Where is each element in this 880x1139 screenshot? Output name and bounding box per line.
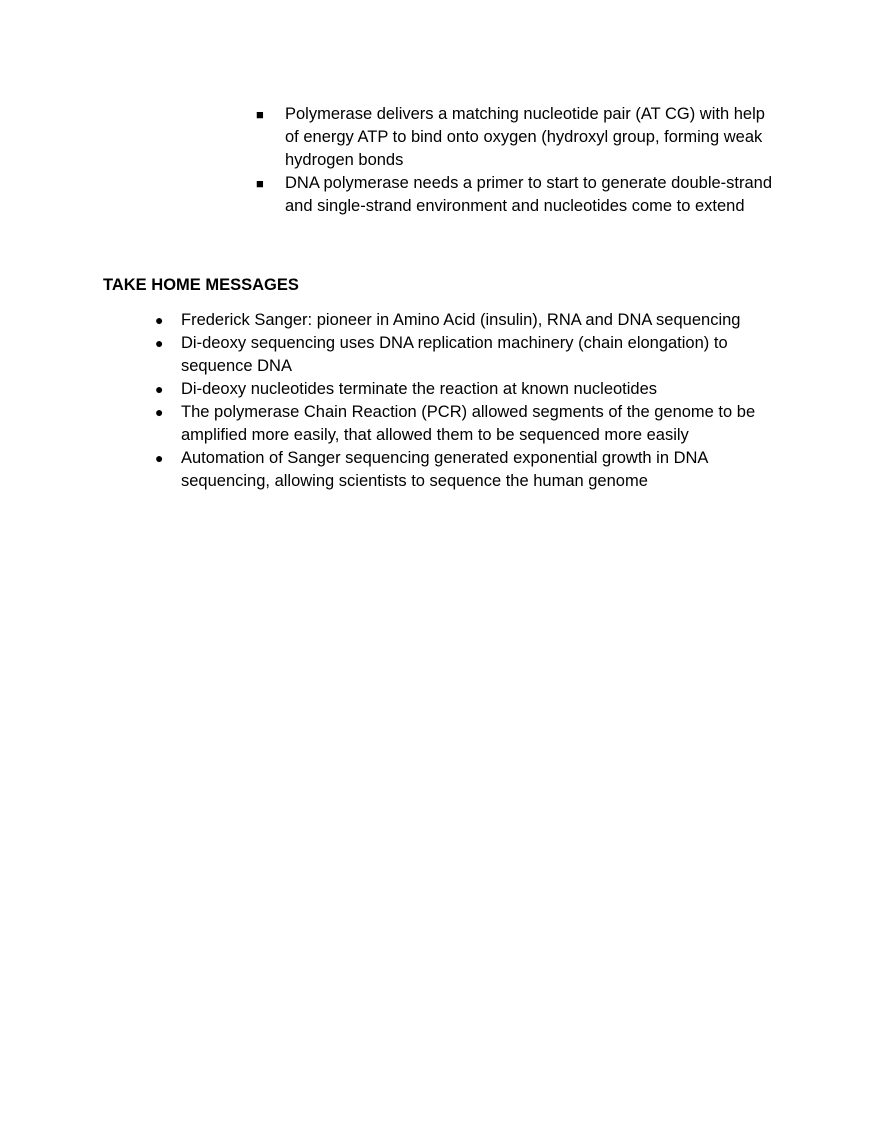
list-item bbox=[256, 172, 776, 218]
take-home-list bbox=[155, 309, 780, 493]
list-item bbox=[155, 332, 780, 378]
round-bullet-icon: ● bbox=[155, 404, 164, 420]
list-item bbox=[256, 103, 776, 172]
list-item bbox=[155, 401, 780, 447]
round-bullet-icon: ● bbox=[155, 312, 164, 328]
list-item-text: Polymerase delivers a matching nucleotide pair (AT CG) with help of energy ATP to bind onto oxygen (hydroxyl group, forming weak hydrogen bonds bbox=[285, 105, 765, 169]
list-item-text: The polymerase Chain Reaction (PCR) allowed segments of the genome to be amplified more easily, that allowed them to be sequenced more easily bbox=[181, 403, 756, 444]
square-bullet-icon: ■ bbox=[256, 107, 264, 122]
nested-bullet-list bbox=[256, 103, 776, 218]
list-item-text: Di-deoxy sequencing uses DNA replication machinery (chain elongation) to sequence DNA bbox=[181, 334, 728, 375]
list-item-text: Di-deoxy nucleotides terminate the reaction at known nucleotides bbox=[181, 380, 658, 398]
round-bullet-icon: ● bbox=[155, 450, 164, 466]
list-item-text: Frederick Sanger: pioneer in Amino Acid (insulin), RNA and DNA sequencing bbox=[181, 311, 741, 329]
section-heading: TAKE HOME MESSAGES bbox=[103, 276, 299, 294]
list-item bbox=[155, 378, 780, 401]
list-item bbox=[155, 447, 780, 493]
square-bullet-icon: ■ bbox=[256, 176, 264, 191]
round-bullet-icon: ● bbox=[155, 381, 164, 397]
list-item-text: Automation of Sanger sequencing generated exponential growth in DNA sequencing, allowing scientists to sequence the human genome bbox=[181, 449, 708, 490]
list-item-text: DNA polymerase needs a primer to start to generate double-strand and single-strand environment and nucleotides come to extend bbox=[285, 174, 773, 215]
list-item bbox=[155, 309, 780, 332]
round-bullet-icon: ● bbox=[155, 335, 164, 351]
